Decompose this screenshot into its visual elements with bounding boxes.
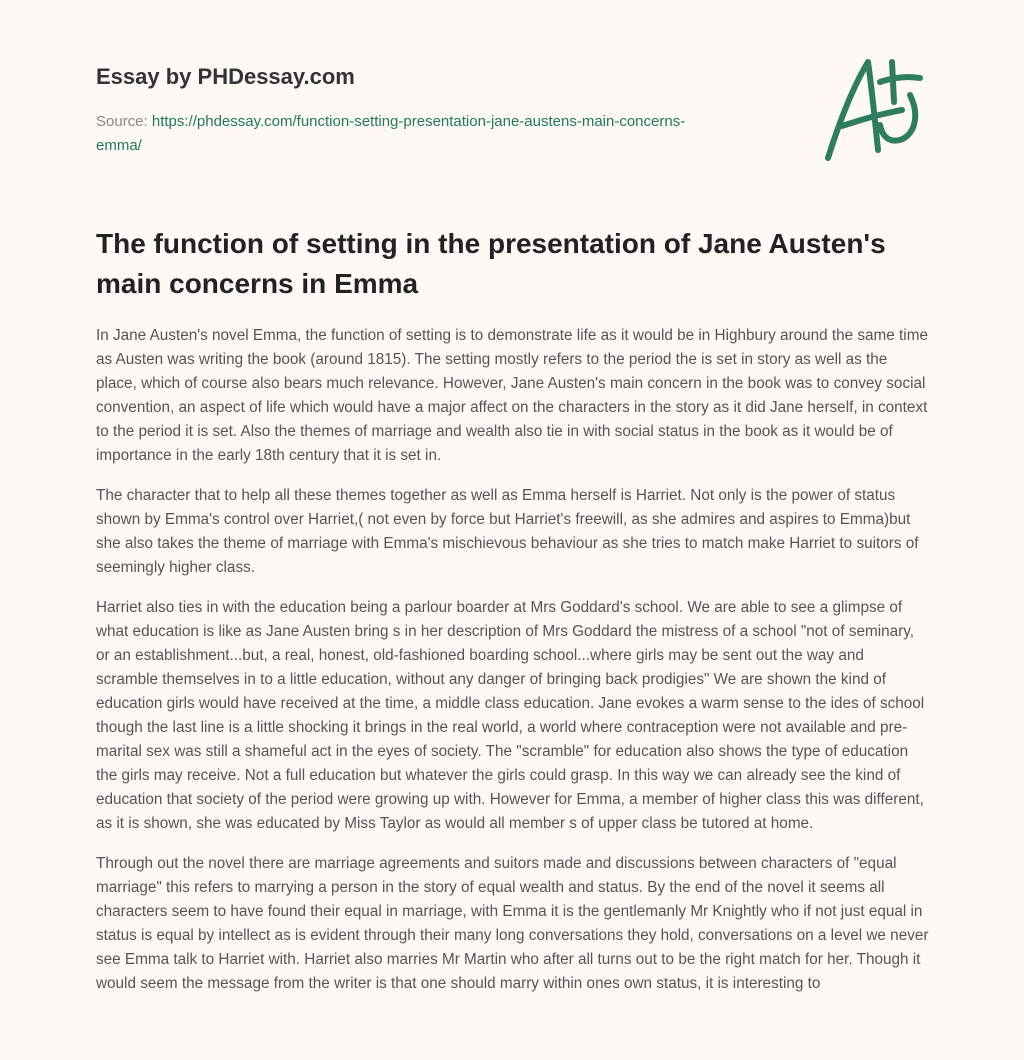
paragraph: In Jane Austen's novel Emma, the function of setting is to demonstrate life as it would be in Highbury around the same time as Austen was writing the book (around 1815). The setting mostly refers to the period the is set in story as well as the place, which of course also bears much relevance. However, Jane Austen's main concern in the book was to convey social convention, an aspect of life which would have a major affect on the characters in the story as it did Jane herself, in context to the period it is set. Also the themes of marriage and wealth also tie in with social status in the book as it would be of importance in the early 18th century that it is set in. [96,327,928,464]
a-plus-logo-icon [820,40,930,165]
essay-body [96,324,930,1012]
paragraph: Harriet also ties in with the education being a parlour boarder at Mrs Goddard's school. We are able to see a glimpse of what education is like as Jane Austen bring s in her description of Mrs Goddard the mistress of a school "not of seminary, or an establishment...but, a real, honest, old-fashioned boarding school...where girls may be sent out the way and scramble themselves in to a little education, without any danger of bringing back prodigies" We are shown the kind of education girls would have received at the time, a middle class education. Jane evokes a warm sense to the ides of school though the last line is a little shocking it brings in the real world, a world where contraception were not available and pre-marital sex was still a shameful act in the eyes of society. The "scramble" for education also shows the type of education the girls may receive. Not a full education but whatever the girls could grasp. In this way we can already see the kind of education that society of the period were growing up with. However for Emma, a member of higher class this was different, as it is shown, she was educated by Miss Taylor as would all member s of upper class be tutored at home. [96,599,925,832]
site-brand: Essay by PHDessay.com [96,64,355,89]
source-link[interactable]: https://phdessay.com/function-setting-presentation-jane-austens-main-concerns-emma/ [96,113,686,154]
essay-title: The function of setting in the presentation of Jane Austen's main concerns in Emma [96,228,886,299]
source-label: Source: [96,113,152,130]
paragraph: Through out the novel there are marriage agreements and suitors made and discussions between characters of "equal marriage" this refers to marrying a person in the story of equal wealth and status. By the end of the novel it seems all characters seem to have found their equal in marriage, with Emma it is the gentlemanly Mr Knightly who if not just equal in status is equal by intellect as is evident through their many long conversations they hold, conversations on a level we never see Emma talk to Harriet with. Harriet also marries Mr Martin who after all turns out to be the right match for her. Though it would seem the message from the writer is that one should marry within ones own status, it is interesting to [96,855,929,992]
paragraph: The character that to help all these themes together as well as Emma herself is Harriet. Not only is the power of status shown by Emma's control over Harriet,( not even by force but Harriet's freewill, as she admires and aspires to Emma)but she also takes the theme of marriage with Emma's mischievous behaviour as she tries to match make Harriet to suitors of seemingly higher class. [96,487,919,576]
source-line [96,110,716,158]
